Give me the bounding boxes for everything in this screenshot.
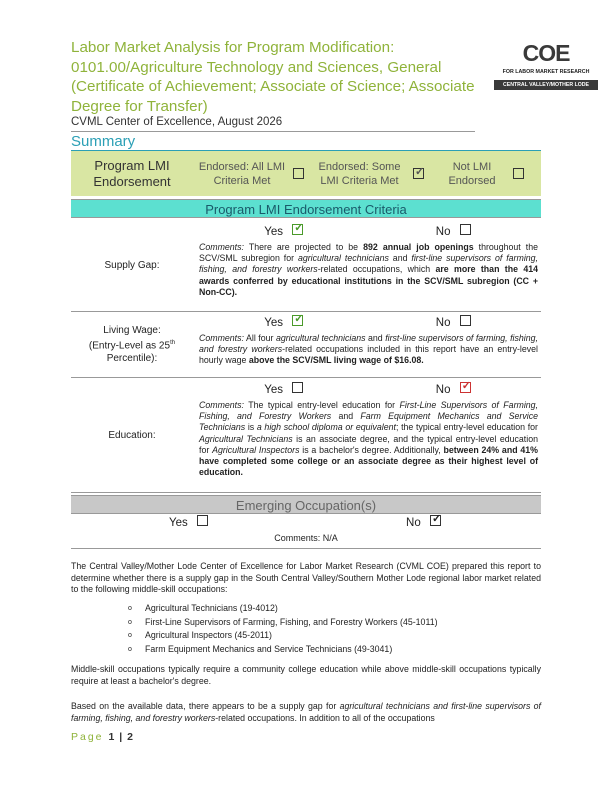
no-label: No: [435, 225, 451, 238]
report-title: Labor Market Analysis for Program Modification: 0101.00/Agriculture Technology and Sciences, General (Certificate of Achievement; Associate of Science; Associate Degree for Transfer): [71, 39, 475, 115]
logo-letters: COE: [522, 40, 570, 66]
endorsement-label: Program LMI Endorsement: [93, 157, 171, 189]
list-item: o Agricultural Inspectors (45-2011): [145, 629, 438, 643]
checkbox-icon[interactable]: [293, 168, 304, 179]
emerging-comment: Comments: N/A: [274, 533, 338, 543]
criteria-heading: Program LMI Endorsement Criteria: [71, 199, 541, 218]
logo-tagline: FOR LABOR MARKET RESEARCH: [502, 69, 590, 75]
summary-heading: Summary: [71, 133, 136, 150]
living-wage-comment: Comments: All four agricultural technicians and first-line supervisors of farming, fishing, and forestry workers-related occupations included in this report have an entry-level hourly wage above the SCV/SML living wage of $16.08.: [199, 333, 538, 366]
supply-gap-comment: Comments: There are projected to be 892 annual job openings throughout the SCV/SML subregion for agricultural technicians and first-line supervisors of farming, fishing, and forestry workers-related occupations, which are more than the 414 awards conferred by educational institutions in the SCV/SML subregion (CC + Non-CC).: [199, 242, 539, 297]
emerging-divider: [71, 548, 541, 549]
checkbox-checked-icon[interactable]: [430, 515, 441, 526]
checkbox-checked-icon[interactable]: [292, 224, 303, 235]
checkbox-icon[interactable]: [197, 515, 208, 526]
emerging-yes-no: [71, 513, 541, 531]
checkbox-checked-icon[interactable]: [460, 382, 471, 393]
intro-paragraph: The Central Valley/Mother Lode Center of Excellence for Labor Market Research (CVML COE) prepared this report to determine whether there is a supply gap in the South Central Valley/Southern Mother Lode regional labor market related to the following middle-skill occupations:: [71, 561, 541, 594]
endorsement-bar: [71, 151, 541, 196]
option-label: Not LMI Endorsed: [448, 160, 496, 187]
checkbox-checked-icon[interactable]: [413, 168, 424, 179]
option-some-criteria: [308, 160, 428, 188]
supply-gap-row: [71, 220, 541, 312]
middle-skill-paragraph: Middle-skill occupations typically require a community college education while above middle-skill occupations typically require at least a bachelor's degree.: [71, 664, 541, 686]
findings-paragraph: Based on the available data, there appears to be a supply gap for agricultural technicians and first-line supervisors of farming, fishing, and forestry workers-related occupations. In addition to all of the occupations: [71, 701, 541, 723]
yes-label: Yes: [264, 383, 284, 396]
supply-gap-label: Supply Gap:: [104, 260, 160, 271]
checkbox-checked-icon[interactable]: [292, 315, 303, 326]
emerging-heading: Emerging Occupation(s): [71, 495, 541, 514]
page-number: Page 1 | 2: [71, 731, 133, 743]
checkbox-icon[interactable]: [292, 382, 303, 393]
list-item: o Agricultural Technicians (19-4012): [145, 602, 438, 616]
title-divider: [71, 131, 475, 132]
education-label: Education:: [108, 430, 156, 441]
education-row: [71, 378, 541, 493]
checkbox-icon[interactable]: [513, 168, 524, 179]
list-item: o Farm Equipment Mechanics and Service Technicians (49-3041): [145, 643, 438, 657]
yes-label: Yes: [169, 517, 188, 529]
list-item: o First-Line Supervisors of Farming, Fishing, and Forestry Workers (45-1011): [145, 616, 438, 630]
yes-label: Yes: [264, 225, 284, 238]
living-wage-label: Living Wage: (Entry-Level as 25th Percentile):: [88, 325, 176, 365]
yes-label: Yes: [264, 316, 284, 329]
option-all-criteria: [193, 160, 308, 188]
coe-logo: [494, 40, 598, 92]
no-label: No: [435, 383, 451, 396]
no-label: No: [406, 517, 421, 529]
occupation-list: [145, 602, 438, 656]
option-not-endorsed: [428, 160, 533, 188]
report-subtitle: CVML Center of Excellence, August 2026: [71, 116, 283, 128]
logo-region-bar: CENTRAL VALLEY/MOTHER LODE: [494, 80, 598, 90]
living-wage-row: [71, 312, 541, 378]
option-label: Endorsed: Some LMI Criteria Met: [318, 160, 401, 187]
option-label: Endorsed: All LMI Criteria Met: [198, 160, 286, 187]
checkbox-icon[interactable]: [460, 315, 471, 326]
education-comment: Comments: The typical entry-level education for First-Line Supervisors of Farming, Fishing, and Forestry Workers and Farm Equipment Mechanics and Service Technicians is a high school diploma or equivalent; the typical entry-level education for Agricultural Technicians is an associate degree, and the typical entry-level education for Agricultural Inspectors is a bachelor's degree. Additionally, between 24% and 41% have completed some college or an associate degree as their highest level of education.: [199, 400, 539, 478]
no-label: No: [435, 316, 451, 329]
checkbox-icon[interactable]: [460, 224, 471, 235]
